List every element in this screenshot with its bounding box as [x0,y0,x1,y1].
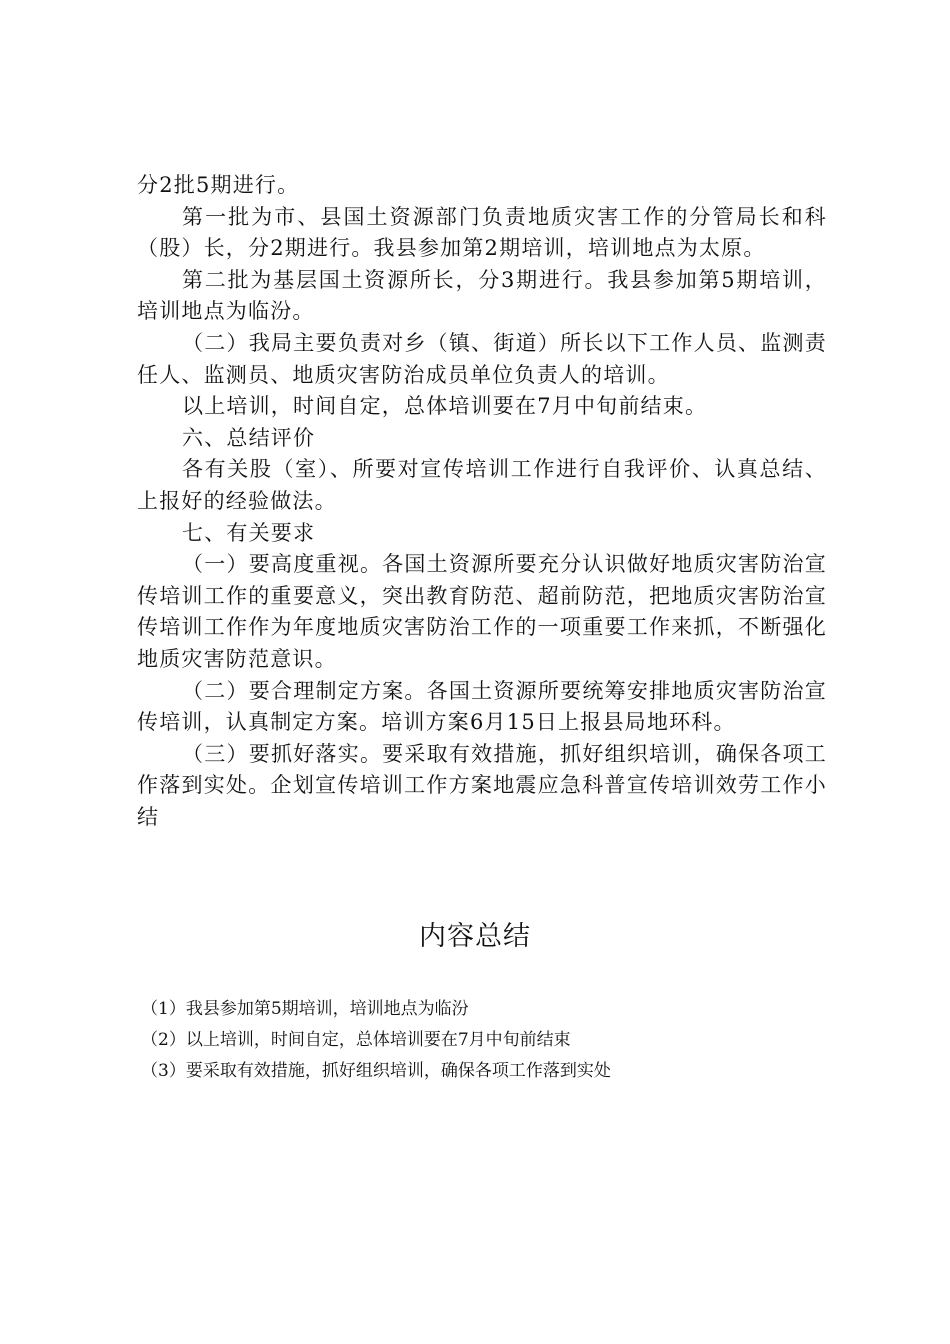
summary-list [141,994,841,1087]
paragraph-requirement-1: （一）要高度重视。各国土资源所要充分认识做好地质灾害防治宣传培训工作的重要意义，突出教育防范、超前防范，把地质灾害防治宣传培训工作作为年度地质灾害防治工作的一项重要工作来抓，不断强化地质灾害防范意识。 [137,552,827,671]
paragraph-first-batch: 第一批为市、县国土资源部门负责地质灾害工作的分管局长和科（股）长，分2期进行。我县参加第2期培训，培训地点为太原。 [137,204,827,261]
paragraph-requirement-3: （三）要抓好落实。要采取有效措施，抓好组织培训，确保各项工作落到实处。企划宣传培训工作方案地震应急科普宣传培训效劳工作小结 [137,741,827,829]
document-body [137,170,827,833]
paragraph-requirement-2: （二）要合理制定方案。各国土资源所要统筹安排地质灾害防治宣传培训，认真制定方案。培训方案6月15日上报县局地环科。 [137,678,827,735]
section-heading-evaluation: 六、总结评价 [182,425,316,450]
summary-item: （1）我县参加第5期培训，培训地点为临汾 [141,999,469,1019]
summary-title: 内容总结 [419,921,531,952]
summary-item: （3）要采取有效措施，抓好组织培训，确保各项工作落到实处 [141,1061,611,1081]
paragraph-second-batch: 第二批为基层国土资源所长，分3期进行。我县参加第5期培训，培训地点为临汾。 [137,267,827,324]
paragraph-continuation: 分2批5期进行。 [137,173,300,197]
paragraph-evaluation: 各有关股（室）、所要对宣传培训工作进行自我评价、认真总结、上报好的经验做法。 [137,457,827,513]
summary-item: （2）以上培训，时间自定，总体培训要在7月中旬前结束 [141,1030,571,1050]
paragraph-training-time: 以上培训，时间自定，总体培训要在7月中旬前结束。 [182,394,708,419]
section-heading-requirements: 七、有关要求 [182,520,316,545]
paragraph-bureau-training: （二）我局主要负责对乡（镇、街道）所长以下工作人员、监测责任人、监测员、地质灾害防治成员单位负责人的培训。 [137,330,827,387]
